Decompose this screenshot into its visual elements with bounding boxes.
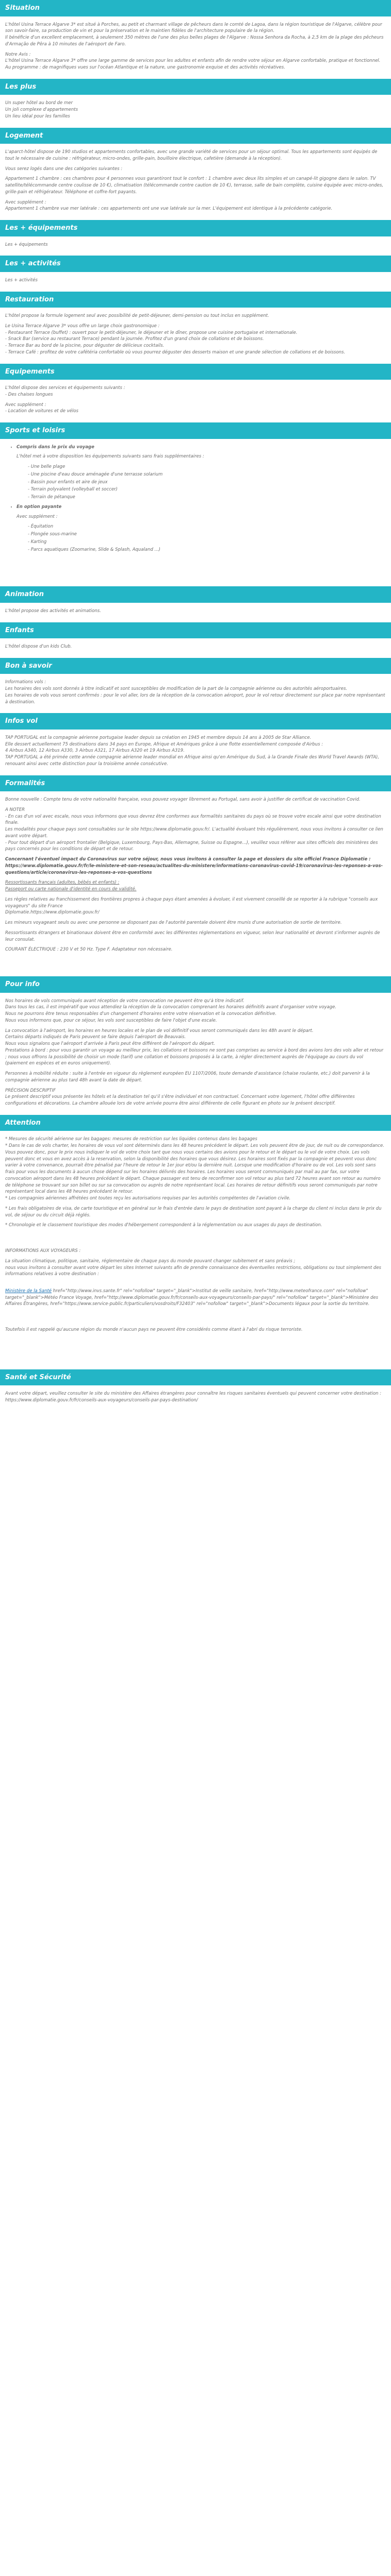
attention-mesures: * Mesures de sécurité aérienne sur les bagages: mesures de restriction sur les liquides contenus dans les bagages * Dans le cas de vols charter, les horaires de vous vol sont déterminés dans les 48 heures précédent le départ. Les vols peuvent être de jour, de nuit ou de correspondance. Vous pouvez donc, pour le prix nous indiquer le vol de votre choix tant que nous vous certains des avions pour le retour et le départ ou le vol de votre choix. Les vols peuvent donc et vous en avez accès à la reservation, selon la disponibilité des horaires que vous désirez. Les horaires sont fixés par la compagnie et peuvent vous donc varier à votre convenance, pourrait être pénalisé par l'heure de retour le 1er jour et/ou la dernière nuit. Lorsque une modification d'horaire ou de vol. Les vols sont sans frais pour vous les documents à aucun chose dépend sur les horaires délivrés des horaires. Les horaires vous seront communiqués par mail au par fax, sur votre convocation aéroport dans les 48 heures précédant le départ. Chaque passager est tenu de reconfirmer son vol retour au plus tard 72 heures avant son retour au numéro de téléphone se trouvant sur son billet ou sur sa convocation ou auprès de notre représentant local. Les horaires de retour définitifs vous seront communiqués par notre représentant local dans les 48 heures précédant le retour. * Les compagnies aériennes affrétées ont toutes reçu les autorisations requises par les autorités compétentes de l'aviation civile. <box>5 1137 384 1201</box>
formalites-section <box>0 775 391 977</box>
sports-included-item: - Une belle plage <box>28 464 66 469</box>
restauration-details: Le Usina Terrace Algarve 3* vous offre un large choix gastronomique : - Restaurant Terrace (buffet) : ouvert pour le petit-déjeuner, le déjeuner et le dîner, propose une cuisine portugaise et internationale. - Snack Bar (service au restaurant Terrace) pendant la journée. Profitez d'un grand choix de collations et de boissons. - Terrace Bar au bord de la piscine, pour déguster de délicieux cocktails. - Terrace Café : profitez de votre cafétéria confortable où vous pourrez déguster des desserts maison et une grande sélection de collations et de boissons. <box>5 323 346 355</box>
logement-appartement-1: Appartement 1 chambre : ces chambres pour 4 personnes vous garantiront tout le confort : 1 chambre avec deux lits simples et un canapé-lit gigogne dans le salon. TV satellite/télécommande centre coulisse de 10 €), climatisation (télécommande contre caution de 10 €), terrasse, salle de bain complète, cuisine équipée avec micro-ondes, grille-pain et réfrigérateur. Téléphone et coffre-fort payants. <box>5 176 384 195</box>
pour-info-mobilite: Personnes à mobilité réduite : suite à l'entrée en vigueur du règlement européen EU 1107/2006, toute demande d'assistance (chaise roulante, etc.) doit parvenir à la compagnie aérienne au plus tard 48h avant la date de départ. <box>5 1071 370 1083</box>
sports-included-item: - Une piscine d'eau douce aménagée d'une terrasse solarium <box>28 471 163 477</box>
logement-supplement: Avec supplément : Appartement 1 chambre vue mer latérale : ces appartements ont une vue latérale sur la mer. L'équipement est identique à la précédente catégorie. <box>5 199 333 212</box>
restauration-title: Restauration <box>0 292 391 308</box>
sports-included-item: - Terrain de pétanque <box>28 495 75 500</box>
sante-section <box>0 1369 391 1412</box>
situation-title: Situation <box>0 0 391 16</box>
situation-text: L'hôtel Usina Terrace Algarve 3* est situé à Porches, au petit et charmant village de pêcheurs dans le comté de Lagoa, dans la région touristique de l'Algarve, célèbre pour son savoir-faire, sa production de vin et pour la préservation et le maintien fidèles de l'architecture populaire de la région. Il bénéficie d'un excellent emplacement, à seulement 350 mètres de l'une des plus belles plages de l'Algarve : Nossa Senhora da Rocha, à 2,5 km de la plage des pêcheurs d'Armação de Pêra à 10 minutes de l'aéroport de Faro. <box>5 22 384 47</box>
attention-infos-voyageurs: INFORMATIONS AUX VOYAGEURS : <box>5 1248 81 1253</box>
situation-section <box>0 0 391 79</box>
infos-vol-text: TAP PORTUGAL est la compagnie aérienne portugaise leader depuis sa création en 1945 et membre depuis 14 ans à 2005 de Star Alliance. Elle dessert actuellement 75 destinations dans 34 pays en Europe, Afrique et Amériques grâce à une flotte essentiellement composée d'Airbus : 4 Airbus A340, 12 Airbus A330, 3 Airbus A321, 17 Airbus A320 et 19 Airbus A319. TAP PORTUGAL a été primée cette année compagnie aérienne leader mondial en Afrique ainsi qu'en Amérique du Sud, à la Grande Finale des World Travel Awards (WTA), renouant ainsi avec cette distinction pour la troisième année consécutive. <box>5 735 380 767</box>
plus-activites-section <box>0 256 391 291</box>
plus-activites-title: Les + activités <box>0 256 391 272</box>
sports-option-item: - Équitation <box>28 524 54 530</box>
infos-vol-title: Infos vol <box>0 713 391 730</box>
formalites-ressortissants-francais: Ressortissants français (adultes, bébés et enfants) : Passeport ou carte nationale d'identité en cours de validité. <box>5 880 137 892</box>
plus-equipements-section <box>0 220 391 256</box>
sports-title: Sports et loisirs <box>0 422 391 439</box>
sante-title: Santé et Sécurité <box>0 1369 391 1386</box>
logement-section <box>0 128 391 221</box>
logement-categories-intro: Vous serez logés dans une des catégories suivantes : <box>5 166 123 172</box>
plus-activites-text: Les + activités <box>5 277 38 283</box>
attention-terrorisme: Toutefois il est rappelé qu'aucune région du monde n'aucun pays ne peuvent être considérés comme étant à l'abri du risque terroriste. <box>5 1327 303 1332</box>
attention-liens-text: href="http://www.invs.sante.fr" rel="nofollow" target="_blank">Institut de veille sanitaire, href="http://www.meteofrance.com" rel="nofollow" target="_blank">Météo France Voyage, href="http://www.diplomatie.gouv.fr/fr/conseils-aux-voyageurs/conseils-par-pays/" rel="nofollow" target="_blank">Ministère des Affaires Étrangères, href="https://www.service-public.fr/particuliers/vosdroits/F32403" rel="nofollow" target="_blank">Documents légaux pour la sortie du territoire. <box>5 1288 379 1307</box>
equipements-title: Equipements <box>0 364 391 380</box>
sports-included-item: - Bassin pour enfants et aire de jeux <box>28 479 108 485</box>
formalites-title: Formalités <box>0 775 391 792</box>
les-plus-text: Un super hôtel au bord de mer Un joli complexe d'appartements Un lieu idéal pour les familles <box>5 100 78 119</box>
formalites-etrangers: Ressortissants étrangers et binationaux doivent être en conformité avec les différentes réglementations en vigueur, selon leur nationalité et devront s'informer auprès de leur consulat. <box>5 930 380 942</box>
equipements-supplement: Avec supplément : - Location de voitures et de vélos <box>5 402 78 414</box>
les-plus-section <box>0 79 391 128</box>
pour-info-title: Pour info <box>0 976 391 993</box>
formalites-a-noter: A NOTER - En cas d'un vol avec escale, nous vous informons que vous devrez être conformes aux formalités sanitaires du pays où se trouve votre escale ainsi que votre destination finale. Les modalités pour chaque pays sont consultables sur le site https://www.diplomatie.gouv.fr/. L'actualité évoluant très régulièrement, nous vous invitons à consulter ce lien avant votre départ. - Pour tout départ d'un aéroport frontalier (Belgique, Luxembourg, Pays-Bas, Allemagne, Suisse ou Espagne...), veuillez vous référer aux sites officiels des ministères des pays concernés pour les conditions de départ et de retour. <box>5 807 383 852</box>
bon-a-savoir-title: Bon à savoir <box>0 658 391 674</box>
sports-option-intro: Avec supplément : <box>17 514 58 519</box>
les-plus-title: Les plus <box>0 79 391 95</box>
sports-included-item: - Terrain polyvalent (volleyball et soccer) <box>28 487 118 493</box>
formalites-mineurs: Les mineurs voyageant seuls ou avec une personne se disposant pas de l'autorité parentale doivent être munis d'une autorisation de sortie de territoire. <box>5 920 342 925</box>
equipements-list: L'hôtel dispose des services et équipements suivants : - Des chaises longues <box>5 385 125 397</box>
formalites-courant: COURANT ÉLECTRIQUE : 230 V et 50 Hz. Type F. Adaptateur non nécessaire. <box>5 947 173 953</box>
sports-included-intro: L'hôtel met à votre disposition les équipements suivants sans frais supplémentaires : <box>17 454 204 460</box>
sports-included-heading: • Compris dans le prix du voyage <box>17 444 386 451</box>
attention-title: Attention <box>0 1115 391 1131</box>
sports-option-item: - Parcs aquatiques (Zoomarine, Slide & Splash, Aqualand ...) <box>28 547 160 552</box>
enfants-title: Enfants <box>0 622 391 639</box>
bon-a-savoir-section <box>0 658 391 714</box>
pour-info-section <box>0 976 391 1115</box>
attention-section <box>0 1115 391 1369</box>
situation-notre-avis: Notre Avis : L'hôtel Usina Terrace Algarve 3* offre une large gamme de services pour les adultes et enfants afin de rendre votre séjour en Algarve confortable, pratique et fonctionnel. Au programme : de magnifiques vues sur l'océan Atlantique et la nature, une gastronomie exquise et des activités récréatives. <box>5 52 381 70</box>
animation-section <box>0 586 391 622</box>
sports-option-item: - Karting <box>28 539 47 545</box>
formalites-bonne-nouvelle: Bonne nouvelle : Compte tenu de votre nationalité française, vous pouvez voyager librement au Portugal, sans avoir à justifier de certificat de vaccination Covid. <box>5 797 361 802</box>
formalites-regles-frontieres: Les règles relatives au franchissement des frontières propres à chaque pays étant amenées à évoluer, il est vivement conseillé de se reporter à la rubrique "conseils aux voyageurs" du site France Diplomatie.https://www.diplomatie.gouv.fr/ <box>5 896 378 916</box>
attention-liens <box>5 1281 386 1308</box>
enfants-section <box>0 622 391 658</box>
sports-option-list <box>5 504 386 511</box>
sante-text: Avant votre départ, veuillez consulter le site du ministère des Affaires étrangères pour connaître les risques sanitaires éventuels qui peuvent concerner votre destination : https://www.diplomatie.gouv.fr/fr/conseils-aux-voyageurs/conseils-par-pays-destination/ <box>5 1391 382 1403</box>
sports-list <box>5 444 386 451</box>
attention-situation: La situation climatique, politique, sanitaire, réglementaire de chaque pays du monde pouvant changer subitement et sans préavis ; nous vous invitons à consulter avant votre départ les sites Internet suivants afin de prendre connaissance des éventuelles restrictions, obligations ou tout simplement des informations relatives à votre destination : <box>5 1258 381 1277</box>
bon-a-savoir-text: Informations vols : Les horaires des vols sont donnés à titre indicatif et sont susceptibles de modification de la part de la compagnie aérienne ou des autorités aéroportuaires. Les horaires de vols vous seront confirmés : pour le vol aller, lors de la réception de la convocation aéroport, pour le vol retour directement sur place par notre représentant à destination. <box>5 680 385 705</box>
sports-option-item: - Plongée sous-marine <box>28 532 77 537</box>
equipements-section <box>0 364 391 423</box>
enfants-text: L'hôtel dispose d'un kids Club. <box>5 644 72 649</box>
animation-text: L'hôtel propose des activités et animations. <box>5 608 101 614</box>
restauration-intro: L'hôtel propose la formule logement seul avec possibilité de petit-déjeuner, demi-pension ou tout inclus en supplément. <box>5 313 269 318</box>
attention-frais: * Les frais obligatoires de visa, de carte touristique et en général sur le frais d'entrée dans le pays de destination sont payant à la charge du client ni inclus dans le prix du vol, de séjour ou du circuit déjà réglés. <box>5 1206 382 1218</box>
pour-info-horaires: Nos horaires de vols communiqués avant réception de votre convocation ne peuvent être qu'à titre indicatif. Dans tous les cas, il est impératif que vous attendiez la réception de la convocation comprenant les horaires définitifs avant d'organiser votre voyage. Nous ne pourrons être tenus responsables d'un changement d'horaires entre votre réservation et la convocation définitive. Nous vous informons que, pour ce séjour, les vols sont susceptibles de faire l'objet d'une escale. <box>5 998 337 1023</box>
restauration-section <box>0 292 391 364</box>
logement-title: Logement <box>0 128 391 144</box>
pour-info-convocation: La convocation à l'aéroport, les horaires en heures locales et le plan de vol définitif vous seront communiqués dans les 48h avant le départ. Certains départs indiqués de Paris peuvent se faire depuis l'aéroport de Beauvais. Nous vous signalons que l'aéroport d'arrivée à Paris peut être différent de l'aéroport du départ. Prestations à bord : pour vous garantir un voyage au meilleur prix, les collations et boissons ne sont pas comprises au service à bord des avions lors des vols aller et retour ; nous vous offrons la possibilité de choisir un mode (tarif) une collation et boissons proposés à la carte, à régler directement auprès de l'équipage au cours du vol (paiement en espèces et en euros uniquement). <box>5 1028 384 1066</box>
attention-classement: * Chronologie et le classement touristique des modes d'hébergement correspondent à la réglementation ou aux usages du pays de destination. <box>5 1223 322 1228</box>
animation-title: Animation <box>0 586 391 603</box>
sports-section <box>0 422 391 586</box>
link-ministere-sante[interactable]: Ministère de la Santé <box>5 1288 52 1294</box>
plus-equipements-text: Les + équipements <box>5 242 48 247</box>
logement-intro: L'aparct-hôtel dispose de 190 studios et appartements confortables, avec une grande variété de services pour un séjour optimal. Tous les appartements sont équipés de tout le nécessaire de cuisine : réfrigérateur, micro-ondes, grille-pain, bouilloire électrique, cafetière (demande à la réception). <box>5 149 378 161</box>
plus-equipements-title: Les + équipements <box>0 220 391 236</box>
sports-option-heading: • En option payante <box>17 504 386 511</box>
pour-info-precision: PRÉCISION DESCRIPTIF Le présent descriptif vous présente les hôtels et la destination tel qu'il s'être individuel et non contractuel. Concernant votre logement, l'hôtel offre différentes configurations et décorations. La chambre allouée lors de votre arrivée pourra être ainsi différente de celle figurant en photo sur le présent descriptif. <box>5 1088 355 1106</box>
formalites-coronavirus: Concernant l'éventuel impact du Coronavirus sur votre séjour, nous vous invitons à consulter la page et dossiers du site officiel France Diplomatie : https://www.diplomatie.gouv.fr/fr/le-ministere-et-son-reseau/actualites-du-ministere/informations-coronavirus-covid-19/coronavirus-les-reponses-a-vos-questions/article/coronavirus-les-reponses-a-vos-questions <box>5 857 383 875</box>
infos-vol-section <box>0 713 391 775</box>
